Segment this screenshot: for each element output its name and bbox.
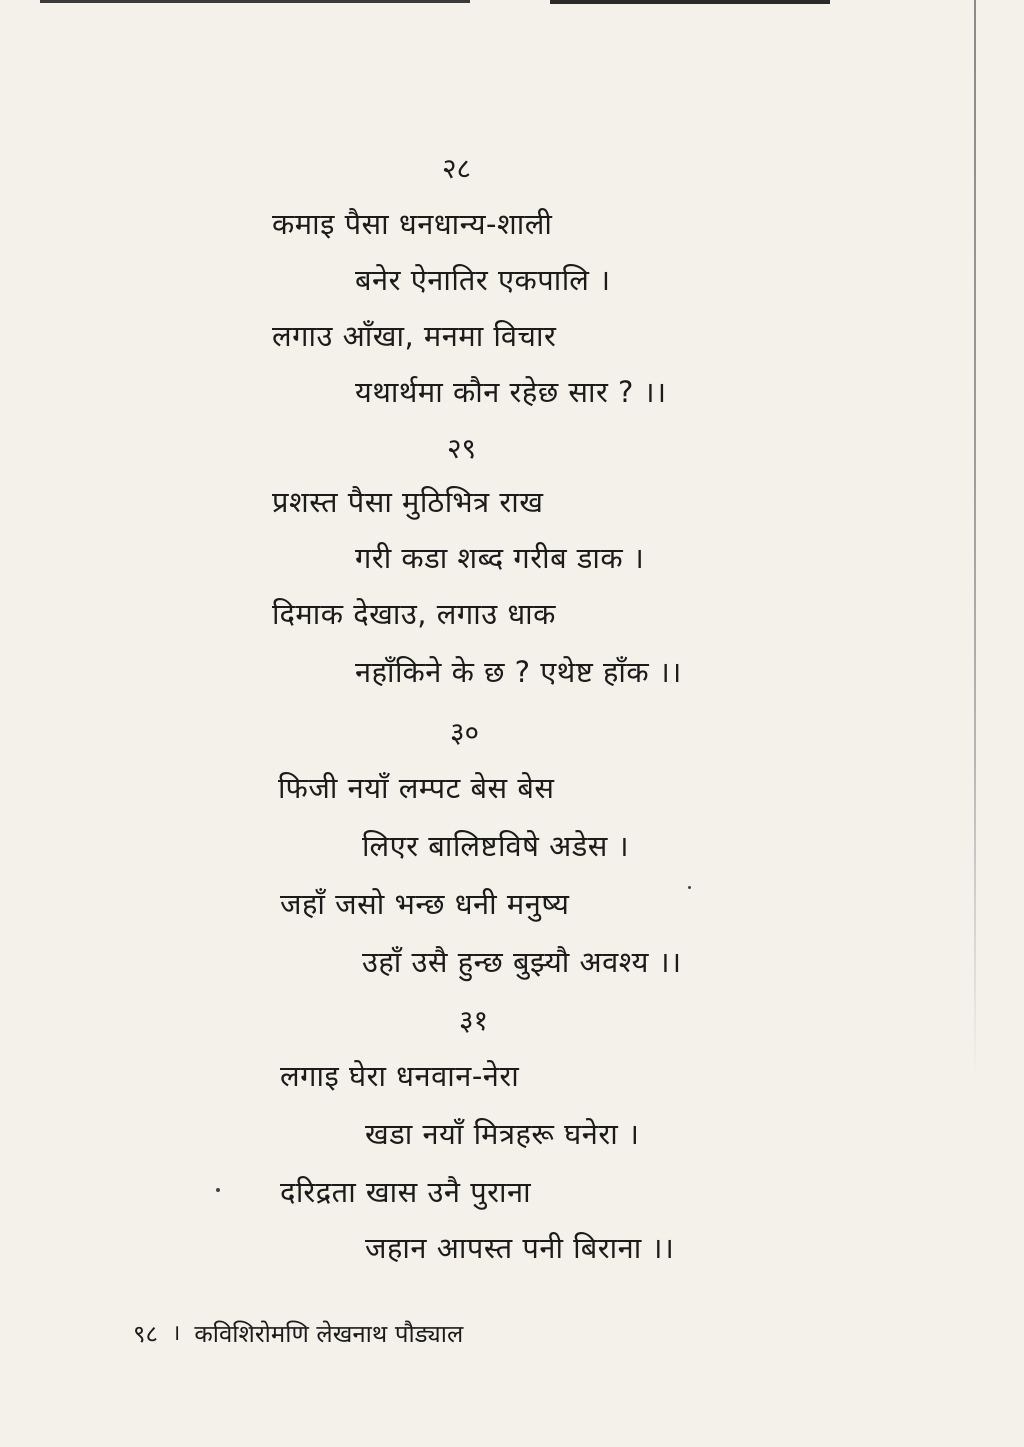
verse-number: २८ [442,152,472,185]
verse-line: दरिद्रता खास उनै पुराना [280,1175,532,1209]
verse-number: २९ [447,432,477,465]
verse-line: फिजी नयाँ लम्पट बेस बेस [278,771,555,805]
verse-line: उहाँ उसै हुन्छ बुझ्यौ अवश्य ।। [362,945,682,979]
verse-line: खडा नयाँ मित्रहरू घनेरा । [365,1117,640,1151]
verse-line: गरी कडा शब्द गरीब डाक । [355,541,645,575]
verse-line: यथार्थमा कौन रहेछ सार ? ।। [355,375,667,409]
verse-line: प्रशस्त पैसा मुठिभित्र राख [272,485,544,519]
verse-number: ३० [450,716,480,749]
verse-line: लगाउ आँखा, मनमा विचार [272,319,557,353]
top-rule [40,0,470,3]
verse-line: बनेर ऐनातिर एकपालि । [355,263,611,297]
top-rule [550,0,830,4]
page-number: ९८ [133,1320,158,1348]
page-edge-line [974,0,976,1080]
page-footer [133,1318,463,1350]
print-speck [688,886,691,889]
verse-line: लगाइ घेरा धनवान-नेरा [280,1059,520,1093]
verse-line: जहाँ जसो भन्छ धनी मनुष्य [280,887,570,921]
verse-line: नहाँकिने के छ ? एथेष्ट हाँक ।। [355,655,682,689]
verse-number: ३१ [459,1004,489,1037]
verse-line: लिएर बालिष्टविषे अडेस । [362,829,630,863]
print-speck [216,1188,220,1192]
verse-line: जहान आपस्त पनी बिराना ।। [365,1231,675,1265]
running-footer-title: कविशिरोमणि लेखनाथ पौड्याल [194,1320,464,1348]
verse-line: कमाइ पैसा धनधान्य-शाली [272,207,553,241]
footer-separator: । [171,1321,181,1346]
verse-line: दिमाक देखाउ, लगाउ धाक [272,597,556,631]
